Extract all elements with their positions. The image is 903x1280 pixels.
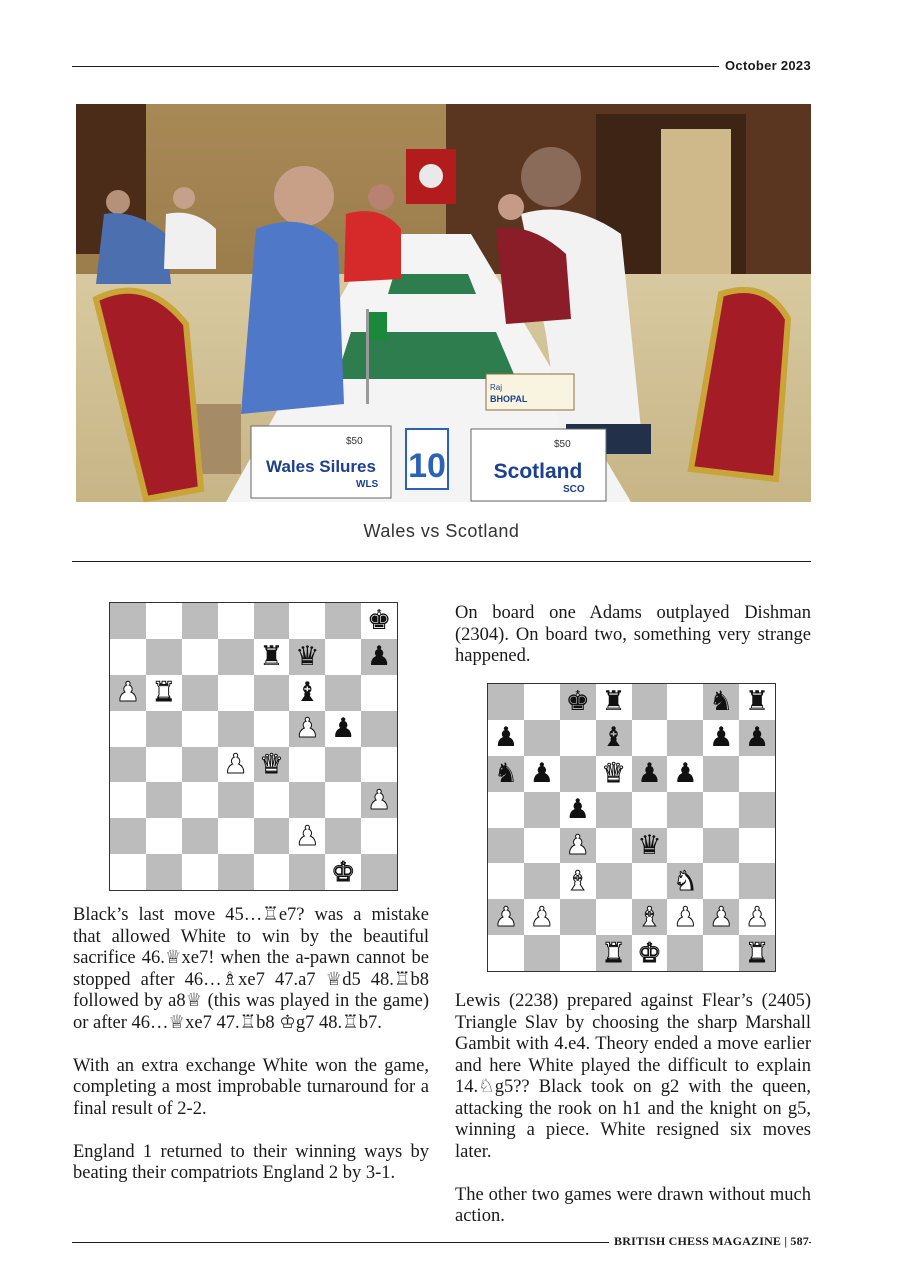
square-e7 <box>254 639 290 675</box>
black-king-icon: ♚ <box>366 605 392 637</box>
square-e7 <box>632 720 668 756</box>
white-pawn-icon: ♟ <box>565 829 590 861</box>
square-b3 <box>146 782 182 818</box>
right-column-text <box>455 991 811 1249</box>
black-queen-icon: ♛ <box>637 829 662 861</box>
square-c1 <box>182 854 218 890</box>
square-c6 <box>560 756 596 792</box>
square-f1 <box>289 854 325 890</box>
right-column-intro <box>455 603 811 689</box>
footer-magazine: BRITISH CHESS MAGAZINE <box>614 1234 782 1248</box>
black-pawn-icon: ♟ <box>709 722 734 754</box>
left-paragraph-3: England 1 returned to their winning ways by beating their compatriots England 2 by 3-1. <box>73 1141 429 1183</box>
left-paragraph-1: Black’s last move 45…♖e7? was a mistake that allowed White to win by the beautiful sacrifice 46.♕xe7! when the a-pawn cannot be stopped after 46…♗xe7 47.a7 ♕d5 48.♖b8 followed by a8♕ (this was played in the game) or after 46…♕xe7 47.♖b8 ♔g7 48.♖b7. <box>73 905 429 1033</box>
sign-right-code: SCO <box>563 484 585 495</box>
white-king-icon: ♚ <box>331 856 356 888</box>
black-queen-icon: ♛ <box>295 641 320 673</box>
square-e8 <box>632 684 668 720</box>
black-king-icon: ♚ <box>565 686 590 718</box>
square-g8 <box>325 603 361 639</box>
white-bishop-icon: ♝ <box>565 865 590 897</box>
square-a1 <box>110 854 146 890</box>
nameplate-first: Raj <box>490 383 503 392</box>
square-g7 <box>703 720 739 756</box>
white-pawn-icon: ♟ <box>673 901 698 933</box>
square-g2 <box>703 899 739 935</box>
white-pawn-icon: ♟ <box>529 901 554 933</box>
white-rook-icon: ♜ <box>601 937 626 969</box>
square-g4 <box>325 747 361 783</box>
black-pawn-icon: ♟ <box>493 722 519 754</box>
square-h6 <box>361 675 397 711</box>
square-b8 <box>524 684 560 720</box>
square-b7 <box>146 639 182 675</box>
sign-right-team: Scotland <box>493 460 583 483</box>
chess-diagram-1 <box>109 602 398 891</box>
square-c3 <box>560 863 596 899</box>
square-g8 <box>703 684 739 720</box>
square-g5 <box>325 711 361 747</box>
square-c7 <box>560 720 596 756</box>
square-a3 <box>488 863 524 899</box>
square-a6 <box>488 756 524 792</box>
square-c5 <box>182 711 218 747</box>
nameplate-last: BHOPAL <box>490 394 528 404</box>
square-a5 <box>110 711 146 747</box>
square-h3 <box>739 863 775 899</box>
white-king-icon: ♚ <box>637 937 662 969</box>
square-h5 <box>361 711 397 747</box>
square-d8 <box>596 684 632 720</box>
white-bishop-icon: ♝ <box>637 901 662 933</box>
sign-left-code: WLS <box>356 479 379 490</box>
issue-date: October 2023 <box>719 58 811 73</box>
white-queen-icon: ♛ <box>259 748 284 780</box>
square-c2 <box>560 899 596 935</box>
white-rook-icon: ♜ <box>744 937 770 969</box>
square-a7 <box>488 720 524 756</box>
square-d4 <box>596 828 632 864</box>
square-g3 <box>325 782 361 818</box>
square-g6 <box>325 675 361 711</box>
square-a2 <box>488 899 524 935</box>
square-f5 <box>289 711 325 747</box>
square-d3 <box>596 863 632 899</box>
square-f8 <box>667 684 703 720</box>
square-a8 <box>110 603 146 639</box>
square-e4 <box>632 828 668 864</box>
square-h5 <box>739 792 775 828</box>
square-e2 <box>632 899 668 935</box>
sign-board-number: 10 <box>408 447 446 485</box>
sign-left-prize: $50 <box>346 436 363 447</box>
square-b1 <box>524 935 560 971</box>
white-queen-icon: ♛ <box>601 758 626 790</box>
square-a8 <box>488 684 524 720</box>
square-h1 <box>361 854 397 890</box>
square-b1 <box>146 854 182 890</box>
square-d3 <box>218 782 254 818</box>
white-pawn-icon: ♟ <box>493 901 519 933</box>
square-e3 <box>632 863 668 899</box>
square-h2 <box>361 818 397 854</box>
square-a1 <box>488 935 524 971</box>
square-b6 <box>524 756 560 792</box>
header-rule <box>72 66 811 67</box>
square-d2 <box>596 899 632 935</box>
square-d5 <box>596 792 632 828</box>
white-pawn-icon: ♟ <box>115 677 141 709</box>
black-pawn-icon: ♟ <box>366 641 392 673</box>
square-c4 <box>560 828 596 864</box>
square-e1 <box>632 935 668 971</box>
black-bishop-icon: ♝ <box>295 677 320 709</box>
sign-right-prize: $50 <box>554 439 571 450</box>
right-paragraph-1: On board one Adams outplayed Dishman (2304). On board two, something very strange happened. <box>455 603 811 666</box>
square-e8 <box>254 603 290 639</box>
black-rook-icon: ♜ <box>259 641 284 673</box>
square-f2 <box>667 899 703 935</box>
square-a3 <box>110 782 146 818</box>
left-paragraph-2: With an extra exchange White won the game, completing a most improbable turnaround for a final result of 2-2. <box>73 1055 429 1119</box>
square-b5 <box>524 792 560 828</box>
square-c3 <box>182 782 218 818</box>
square-c8 <box>560 684 596 720</box>
square-b5 <box>146 711 182 747</box>
square-g5 <box>703 792 739 828</box>
square-b2 <box>146 818 182 854</box>
square-a6 <box>110 675 146 711</box>
square-b8 <box>146 603 182 639</box>
black-pawn-icon: ♟ <box>673 758 698 790</box>
white-pawn-icon: ♟ <box>295 713 320 745</box>
right-paragraph-3: The other two games were drawn without much action. <box>455 1184 811 1226</box>
square-h8 <box>361 603 397 639</box>
square-e2 <box>254 818 290 854</box>
square-e5 <box>632 792 668 828</box>
square-e4 <box>254 747 290 783</box>
black-pawn-icon: ♟ <box>529 758 554 790</box>
square-a4 <box>488 828 524 864</box>
white-pawn-icon: ♟ <box>223 748 248 780</box>
square-f5 <box>667 792 703 828</box>
black-pawn-icon: ♟ <box>565 794 590 826</box>
black-pawn-icon: ♟ <box>637 758 662 790</box>
square-b4 <box>524 828 560 864</box>
square-c8 <box>182 603 218 639</box>
square-f8 <box>289 603 325 639</box>
square-h2 <box>739 899 775 935</box>
square-f4 <box>667 828 703 864</box>
black-bishop-icon: ♝ <box>601 722 626 754</box>
square-e6 <box>254 675 290 711</box>
chess-diagram-2 <box>487 683 776 972</box>
square-d8 <box>218 603 254 639</box>
square-d7 <box>596 720 632 756</box>
square-c4 <box>182 747 218 783</box>
photo-illustration <box>76 104 811 502</box>
square-h4 <box>361 747 397 783</box>
square-b3 <box>524 863 560 899</box>
left-column-text <box>73 905 429 1206</box>
square-b2 <box>524 899 560 935</box>
square-c2 <box>182 818 218 854</box>
square-d7 <box>218 639 254 675</box>
white-rook-icon: ♜ <box>151 677 176 709</box>
square-d1 <box>218 854 254 890</box>
square-d2 <box>218 818 254 854</box>
black-rook-icon: ♜ <box>744 686 770 718</box>
square-a4 <box>110 747 146 783</box>
square-f6 <box>289 675 325 711</box>
square-e1 <box>254 854 290 890</box>
footer <box>609 1234 809 1249</box>
square-d6 <box>596 756 632 792</box>
square-d4 <box>218 747 254 783</box>
square-h7 <box>739 720 775 756</box>
square-f6 <box>667 756 703 792</box>
white-pawn-icon: ♟ <box>744 901 770 933</box>
square-c1 <box>560 935 596 971</box>
square-h4 <box>739 828 775 864</box>
square-f4 <box>289 747 325 783</box>
photo-caption: Wales vs Scotland <box>363 521 520 541</box>
right-paragraph-2: Lewis (2238) prepared against Flear’s (2405) Triangle Slav by choosing the sharp Marshall Gambit with 4.e4. Theory ended a move earlier and here White played the difficult to explain 14.♘g5?? Black took on g2 with the queen, attacking the rook on h1 and the knight on g5, winning a piece. White resigned six moves later. <box>455 991 811 1162</box>
square-g6 <box>703 756 739 792</box>
square-a2 <box>110 818 146 854</box>
square-f7 <box>289 639 325 675</box>
square-g2 <box>325 818 361 854</box>
square-e3 <box>254 782 290 818</box>
square-g1 <box>703 935 739 971</box>
square-b4 <box>146 747 182 783</box>
square-e5 <box>254 711 290 747</box>
square-h7 <box>361 639 397 675</box>
square-c5 <box>560 792 596 828</box>
square-f7 <box>667 720 703 756</box>
square-a7 <box>110 639 146 675</box>
black-rook-icon: ♜ <box>601 686 626 718</box>
square-g7 <box>325 639 361 675</box>
square-e6 <box>632 756 668 792</box>
square-d6 <box>218 675 254 711</box>
square-h3 <box>361 782 397 818</box>
square-f2 <box>289 818 325 854</box>
caption-rule <box>72 561 811 562</box>
square-h8 <box>739 684 775 720</box>
square-h6 <box>739 756 775 792</box>
black-knight-icon: ♞ <box>493 758 519 790</box>
square-a5 <box>488 792 524 828</box>
white-pawn-icon: ♟ <box>709 901 734 933</box>
photo-wales-vs-scotland <box>76 104 811 502</box>
footer-separator: | <box>784 1234 788 1248</box>
square-f3 <box>667 863 703 899</box>
white-pawn-icon: ♟ <box>295 820 320 852</box>
black-knight-icon: ♞ <box>709 686 734 718</box>
square-c6 <box>182 675 218 711</box>
square-f3 <box>289 782 325 818</box>
sign-left-team: Wales Silures <box>266 457 376 476</box>
square-g1 <box>325 854 361 890</box>
white-knight-icon: ♞ <box>673 865 698 897</box>
black-pawn-icon: ♟ <box>331 713 356 745</box>
square-g4 <box>703 828 739 864</box>
square-g3 <box>703 863 739 899</box>
square-c7 <box>182 639 218 675</box>
square-b7 <box>524 720 560 756</box>
square-h1 <box>739 935 775 971</box>
square-f1 <box>667 935 703 971</box>
black-pawn-icon: ♟ <box>744 722 770 754</box>
footer-page-number: 587 <box>790 1234 809 1248</box>
white-pawn-icon: ♟ <box>366 784 392 816</box>
square-d5 <box>218 711 254 747</box>
square-b6 <box>146 675 182 711</box>
square-d1 <box>596 935 632 971</box>
